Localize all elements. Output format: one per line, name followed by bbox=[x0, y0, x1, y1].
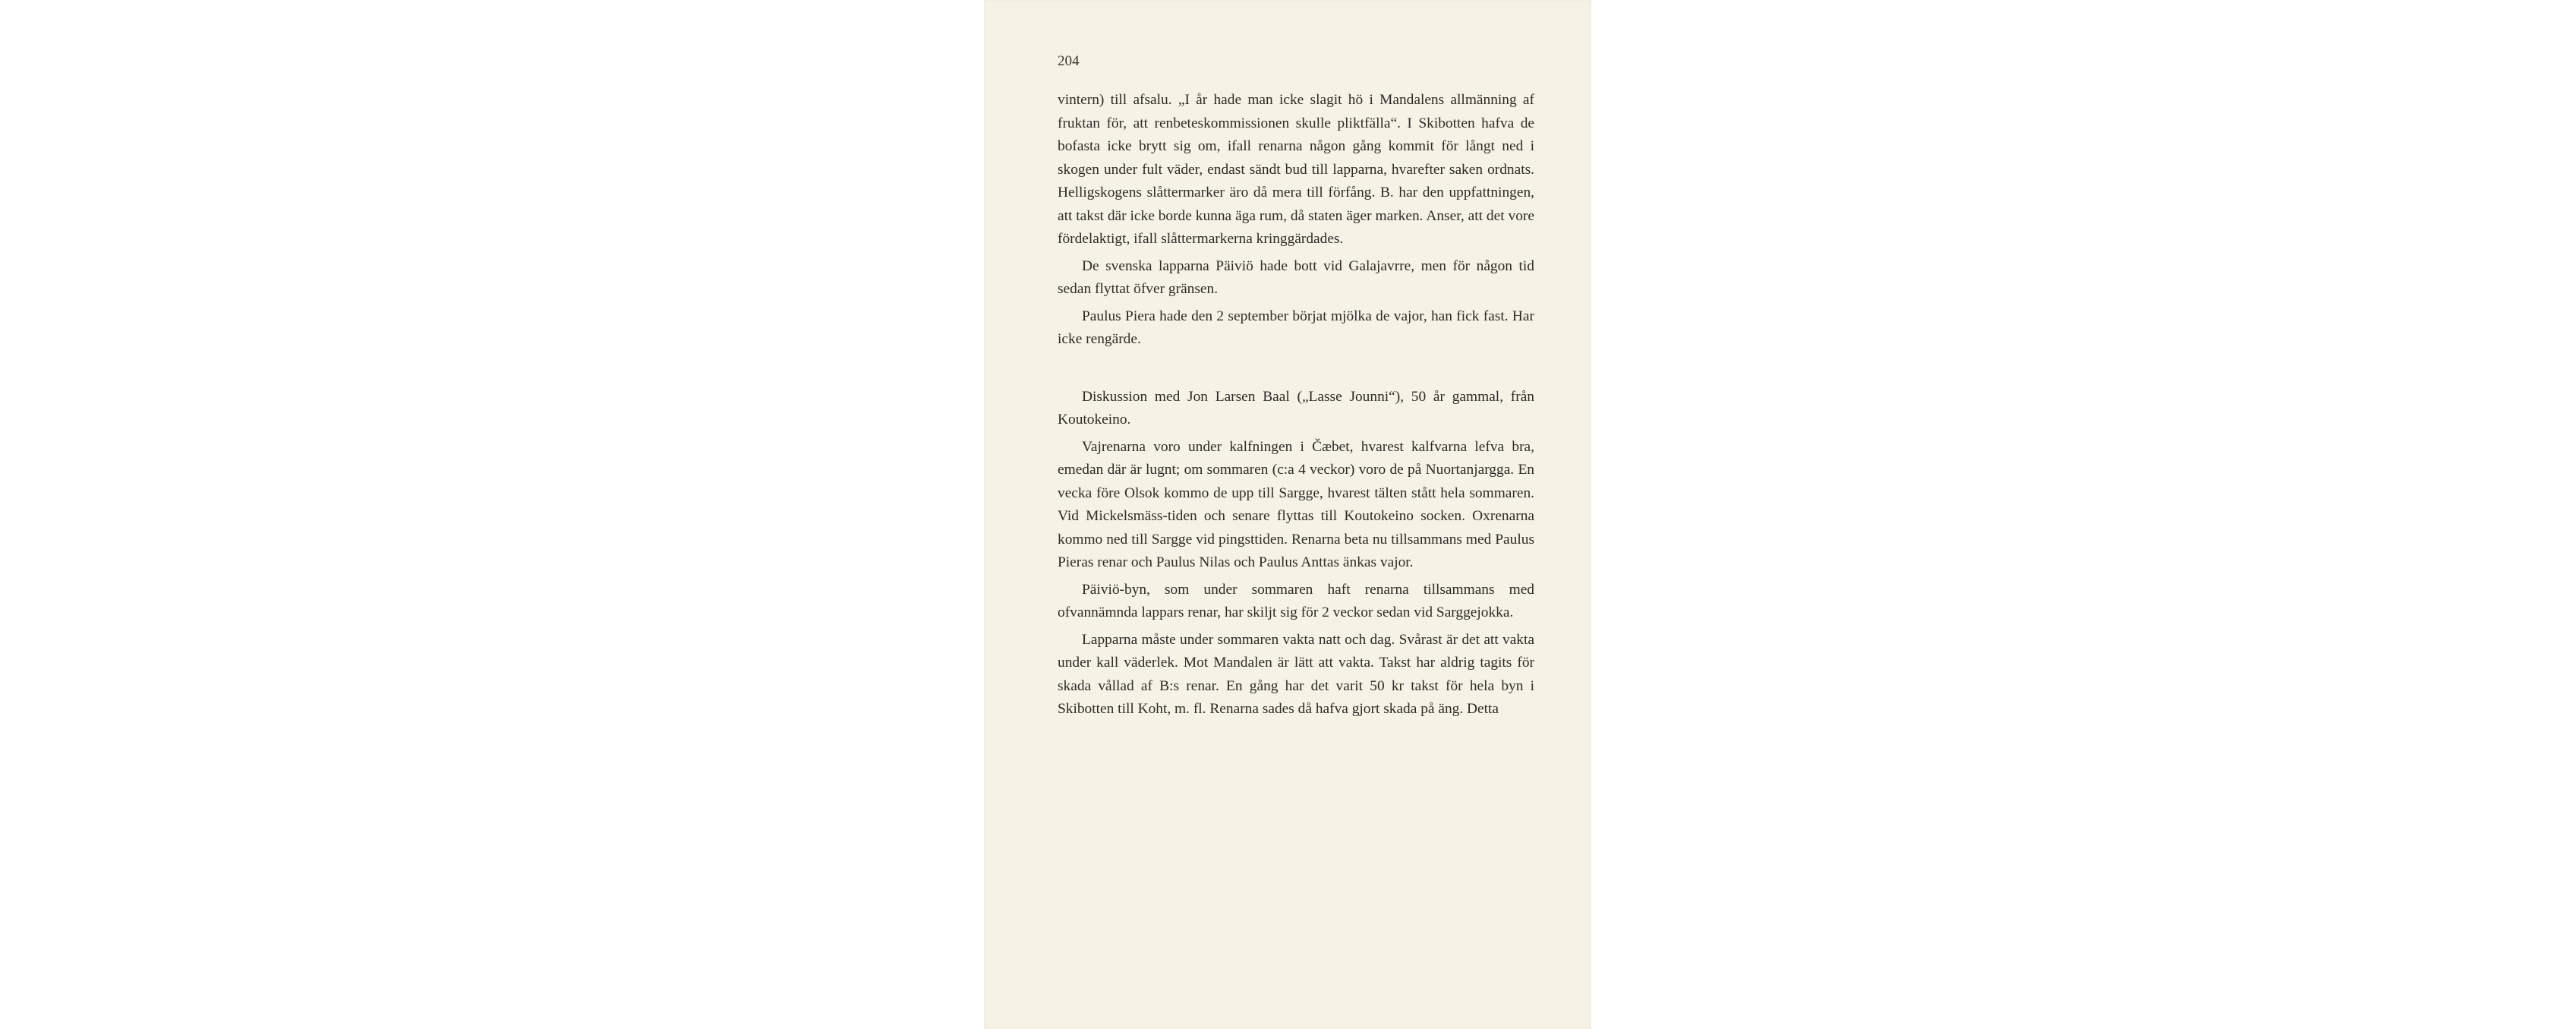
paragraph-diskussion: Diskussion med Jon Larsen Baal („Lasse Jounni“), 50 år gammal, från Koutokeino. bbox=[1058, 388, 1534, 428]
paragraph-continued: vintern) till afsalu. „I år hade man icke slagit hö i Mandalens allmänning af fruktan för, att renbeteskommissionen skulle pliktfälla“. I Skibotten hafva de bofasta icke brytt sig om, ifall renarna någon gång kommit för långt ned i skogen under fult väder, endast sändt bud till lapparna, hvarefter saken ordnats. Helligskogens slåttermarker äro då mera till förfång. B. har den uppfattningen, att takst där icke borde kunna äga rum, då staten äger marken. Anser, att det vore fördelaktigt, ifall slåttermarkerna kringgärdades. bbox=[1058, 92, 1534, 247]
paragraph-paulus-piera: Paulus Piera hade den 2 september börjat mjölka de vajor, han fick fast. Har icke rengärde. bbox=[1058, 308, 1534, 347]
paragraph-paivio-byn: Päiviö-byn, som under sommaren haft renarna tillsammans med ofvannämnda lappars renar, har skiljt sig för 2 veckor sedan vid Sarggejokka. bbox=[1058, 581, 1534, 620]
page-number: 204 bbox=[1058, 53, 1080, 69]
paragraph-paivio: De svenska lapparna Päiviö hade bott vid Galajavrre, men för någon tid sedan flyttat öfver gränsen. bbox=[1058, 257, 1534, 297]
paragraph-vajrenarna: Vajrenarna voro under kalfningen i Čæbet, hvarest kalfvarna lefva bra, emedan där är lugnt; om sommaren (c:a 4 veckor) voro de på Nuortanjargga. En vecka före Olsok kommo de upp till Sargge, hvarest tälten stått hela sommaren. Vid Mickelsmäss-tiden och senare flyttas till Koutokeino socken. Oxrenarna kommo ned till Sargge vid pingsttiden. Renarna beta nu tillsammans med Paulus Pieras renar och Paulus Nilas och Paulus Anttas änkas vajor. bbox=[1058, 438, 1534, 570]
section-gap bbox=[1058, 355, 1534, 386]
page-body bbox=[1058, 89, 1534, 725]
document-page bbox=[984, 0, 1591, 1029]
paragraph-lapparna: Lapparna måste under sommaren vakta natt och dag. Svårast är det att vakta under kall väderlek. Mot Mandalen är lätt att vakta. Takst har aldrig tagits för skada vållad af B:s renar. En gång har det varit 50 kr takst för hela byn i Skibotten till Koht, m. fl. Renarna sades då hafva gjort skada på äng. Detta bbox=[1058, 631, 1534, 717]
